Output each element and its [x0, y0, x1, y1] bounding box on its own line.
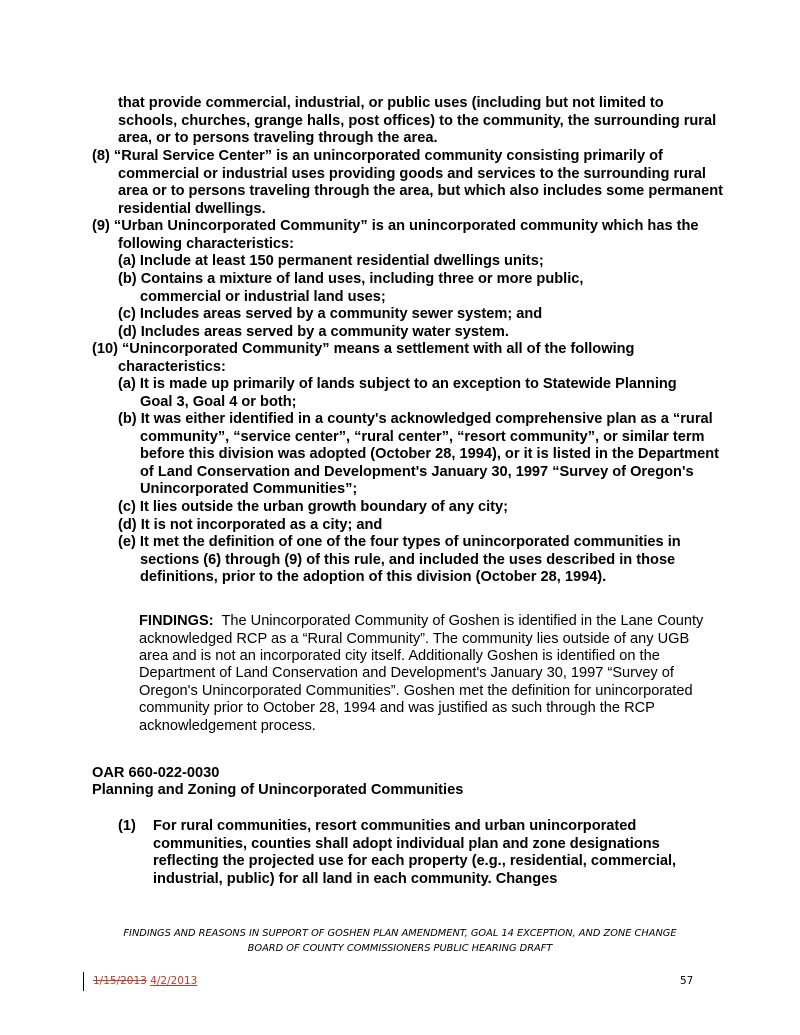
section-number: OAR 660-022-0030: [92, 765, 220, 781]
item-10d: (d) It is not incorporated as a city; and: [118, 517, 383, 533]
item-10b: (b) It was either identified in a county's acknowledged comprehensive plan as a “rural community”, “service center”, “rural center”, “resort community”, or similar term before this division was adopted (October 28, 1994), or it is listed in the Department of Land Conservation and Development's January 30, 1997 “Survey of Oregon's Unincorporated Communities”;: [118, 411, 720, 498]
findings-label: FINDINGS:: [139, 613, 214, 629]
footer-date-old: 1/15/2013: [93, 975, 147, 987]
section-title: Planning and Zoning of Unincorporated Communities: [92, 782, 464, 798]
footer-date: [93, 975, 197, 987]
findings-paragraph: [139, 613, 714, 735]
footer-line-1: FINDINGS AND REASONS IN SUPPORT OF GOSHEN PLAN AMENDMENT, GOAL 14 EXCEPTION, AND ZONE CHANGE: [123, 928, 677, 939]
footer-date-new: 4/2/2013: [150, 975, 198, 987]
item-10e: (e) It met the definition of one of the four types of unincorporated communities in sections (6) through (9) of this rule, and included the uses described in those definitions, prior to the adoption of this division (October 28, 1994).: [118, 534, 681, 586]
findings-text: The Unincorporated Community of Goshen is identified in the Lane County acknowledged RCP as a “Rural Community”. The community lies outside of any UGB area and is not an incorporated city itself. Additionally Goshen is identified on the Department of Land Conservation and Development's January 30, 1997 “Survey of Oregon's Unincorporated Communities”. Goshen met the definition for unincorporated community prior to October 28, 1994 and was justified as such through the RCP acknowledgement process.: [139, 613, 704, 734]
section-item-1-text: For rural communities, resort communities and urban unincorporated communities, counties shall adopt individual plan and zone designations reflecting the projected use for each property (e.g., residential, commercial, industrial, public) for all land in each community. Changes: [153, 818, 677, 887]
item-10a: (a) It is made up primarily of lands subject to an exception to Statewide Planning Goal 3, Goal 4 or both;: [118, 376, 677, 410]
item-9d: (d) Includes areas served by a community water system.: [118, 324, 509, 340]
item-9: (9) “Urban Unincorporated Community” is an unincorporated community which has the following characteristics:: [92, 218, 699, 252]
page-number: 57: [680, 975, 694, 987]
continuation-paragraph: that provide commercial, industrial, or public uses (including but not limited to schools, churches, grange halls, post offices) to the community, the surrounding rural area, or to persons traveling through the area.: [118, 95, 717, 147]
item-9b: (b) Contains a mixture of land uses, including three or more public, commercial or industrial land uses;: [118, 271, 584, 305]
item-9a: (a) Include at least 150 permanent residential dwellings units;: [118, 253, 544, 269]
item-10c: (c) It lies outside the urban growth boundary of any city;: [118, 499, 509, 515]
item-8: (8) “Rural Service Center” is an unincorporated community consisting primarily of commercial or industrial uses providing goods and services to the surrounding rural area or to persons traveling through the area, but which also includes some permanent residential dwellings.: [92, 148, 723, 217]
item-10: (10) “Unincorporated Community” means a settlement with all of the following characteristics:: [92, 341, 635, 375]
section-item-1-number: (1): [118, 818, 136, 834]
item-9c: (c) Includes areas served by a community sewer system; and: [118, 306, 543, 322]
revision-change-bar: [83, 972, 84, 991]
footer-line-2: BOARD OF COUNTY COMMISSIONERS PUBLIC HEARING DRAFT: [247, 943, 553, 954]
